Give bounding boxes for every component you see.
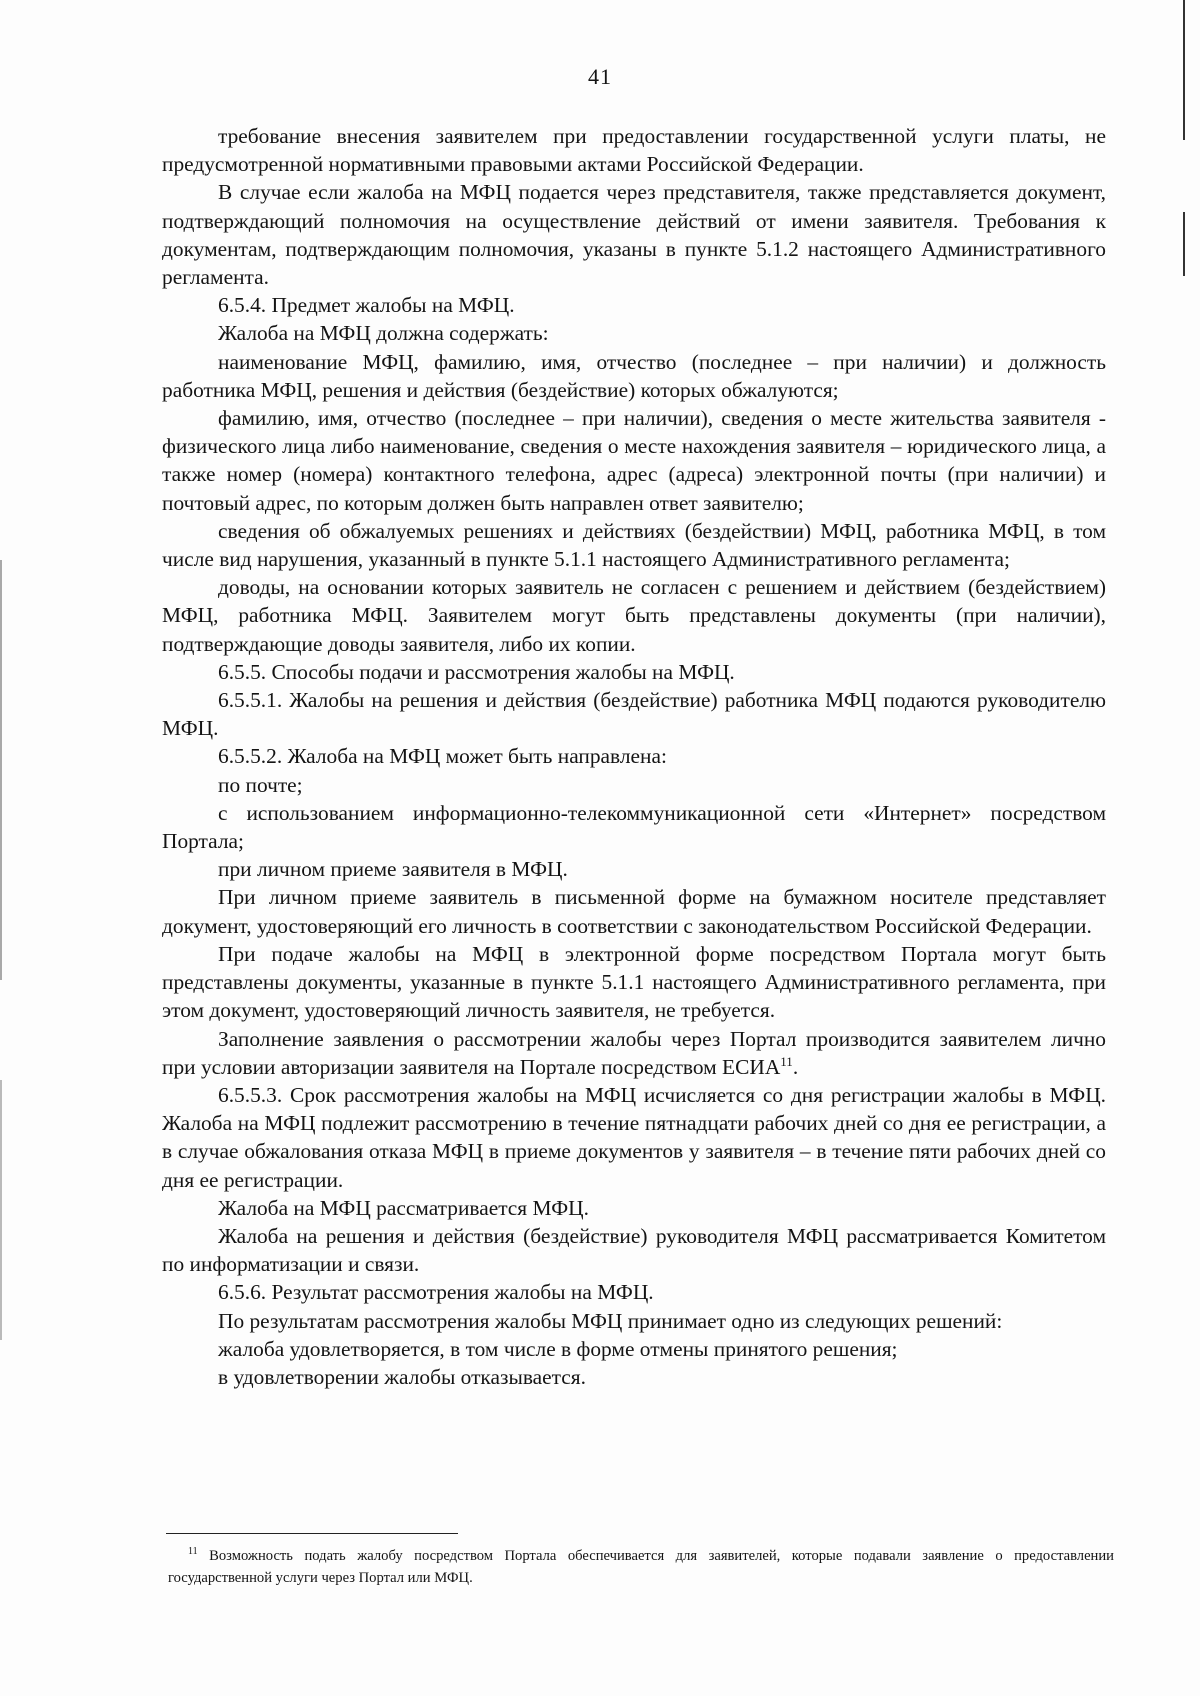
footnote-reference[interactable]: 11 bbox=[780, 1053, 793, 1069]
scan-edge-mark bbox=[1183, 0, 1185, 140]
paragraph: В случае если жалоба на МФЦ подается через представителя, также представляется документ, подтверждающий полномочия на осуществление действий от имени заявителя. Требования к документам, подтверждающим полномочия, указаны в пункте 5.1.2 настоящего Административного регламента. bbox=[162, 180, 1106, 290]
paragraph: требование внесения заявителем при предоставлении государственной услуги платы, не предусмотренной нормативными правовыми актами Российской Федерации. bbox=[162, 124, 1106, 177]
paragraph: При подаче жалобы на МФЦ в электронной форме посредством Портала могут быть представлены документы, указанные в пункте 5.1.1 настоящего Административного регламента, при этом документ, удостоверяющий личность заявителя, не требуется. bbox=[162, 941, 1106, 1023]
footnote-text: Возможность подать жалобу посредством Портала обеспечивается для заявителей, которые подавали заявление о предоставлении государственной услуги через Портал или МФЦ. bbox=[168, 1548, 1114, 1586]
footnote bbox=[168, 1545, 1114, 1589]
paragraph: с использованием информационно-телекоммуникационной сети «Интернет» посредством Портала; bbox=[162, 800, 1106, 854]
paragraph: При личном приеме заявитель в письменной форме на бумажном носителе представляет документ, удостоверяющий его личность в соответствии с законодательством Российской Федерации. bbox=[162, 885, 1106, 938]
paragraph: доводы, на основании которых заявитель не согласен с решением и действием (бездействием) МФЦ, работника МФЦ. Заявителем могут быть представлены документы (при наличии), подтверждающие доводы заявителя, либо их копии. bbox=[162, 575, 1106, 656]
document-body bbox=[162, 122, 1106, 1391]
footnote-divider bbox=[166, 1533, 458, 1534]
paragraph-tail: . bbox=[792, 1054, 799, 1079]
page-number: 41 bbox=[588, 64, 612, 89]
paragraph: 6.5.5.3. Срок рассмотрения жалобы на МФЦ исчисляется со дня регистрации жалобы в МФЦ. Жалоба на МФЦ подлежит рассмотрению в течение пятнадцати рабочих дней со дня ее регистрации, а в случае обжалования отказа МФЦ в приеме документов у заявителя – в течение пяти рабочих дней со дня ее регистрации. bbox=[162, 1082, 1106, 1192]
paragraph: по почте; bbox=[218, 772, 303, 797]
paragraph: 6.5.5.2. Жалоба на МФЦ может быть направлена: bbox=[218, 744, 667, 769]
section-heading: 6.5.6. Результат рассмотрения жалобы на МФЦ. bbox=[218, 1280, 654, 1305]
paragraph: сведения об обжалуемых решениях и действиях (бездействии) МФЦ, работника МФЦ, в том числе вид нарушения, указанный в пункте 5.1.1 настоящего Административного регламента; bbox=[162, 518, 1106, 572]
footnote-mark: 11 bbox=[188, 1546, 198, 1558]
paragraph: жалоба удовлетворяется, в том числе в форме отмены принятого решения; bbox=[218, 1336, 898, 1361]
section-heading: 6.5.5. Способы подачи и рассмотрения жалобы на МФЦ. bbox=[218, 659, 735, 684]
paragraph: при личном приеме заявителя в МФЦ. bbox=[218, 857, 568, 882]
paragraph-text: Заполнение заявления о рассмотрении жалобы через Портал производится заявителем лично при условии авторизации заявителя на Портале посредством ЕСИА bbox=[162, 1026, 1106, 1079]
section-heading: 6.5.4. Предмет жалобы на МФЦ. bbox=[218, 293, 515, 318]
paragraph: Жалоба на МФЦ рассматривается МФЦ. bbox=[218, 1195, 589, 1220]
scan-edge-mark bbox=[1183, 212, 1185, 276]
paragraph: наименование МФЦ, фамилию, имя, отчество (последнее – при наличии) и должность работника МФЦ, решения и действия (бездействие) которых обжалуются; bbox=[162, 349, 1106, 402]
paragraph-with-footnote bbox=[162, 1025, 1106, 1081]
paragraph: По результатам рассмотрения жалобы МФЦ принимает одно из следующих решений: bbox=[218, 1308, 1003, 1333]
paragraph: Жалоба на МФЦ должна содержать: bbox=[218, 321, 549, 346]
paragraph: Жалоба на решения и действия (бездействие) руководителя МФЦ рассматривается Комитетом по информатизации и связи. bbox=[162, 1223, 1106, 1277]
paragraph: 6.5.5.1. Жалобы на решения и действия (бездействие) работника МФЦ подаются руководителю МФЦ. bbox=[162, 688, 1106, 741]
scan-edge-mark bbox=[0, 560, 2, 980]
paragraph: фамилию, имя, отчество (последнее – при наличии), сведения о месте жительства заявителя - физического лица либо наименование, сведения о месте нахождения заявителя – юридического лица, а также номер (номера) контактного телефона, адрес (адреса) электронной почты (при наличии) и почтовый адрес, по которым должен быть направлен ответ заявителю; bbox=[162, 406, 1106, 515]
scan-edge-mark bbox=[0, 1080, 2, 1340]
paragraph: в удовлетворении жалобы отказывается. bbox=[218, 1364, 586, 1389]
